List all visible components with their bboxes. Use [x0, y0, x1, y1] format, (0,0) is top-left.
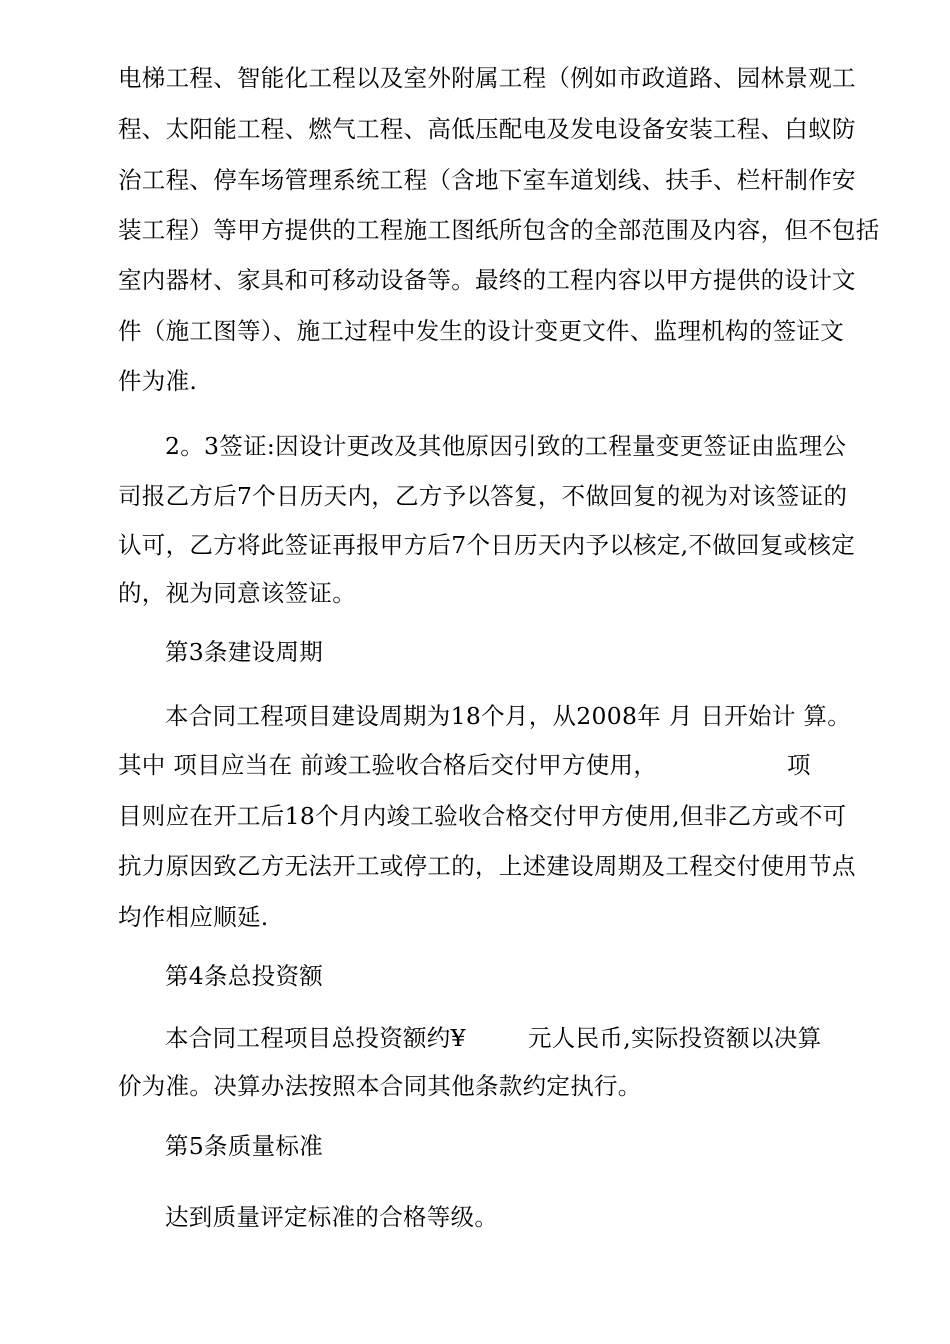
paragraph-line: 件为准.	[118, 367, 198, 395]
paragraph-line: 室内器材、家具和可移动设备等。最终的工程内容以甲方提供的设计文	[118, 266, 856, 294]
paragraph-line: 件（施工图等）、施工过程中发生的设计变更文件、监理机构的签证文	[118, 317, 845, 345]
article-4-line: 价为准。决算办法按照本合同其他条款约定执行。	[118, 1072, 642, 1100]
article-5-title: 第5条质量标准	[165, 1132, 324, 1160]
paragraph-line: 电梯工程、智能化工程以及室外附属工程（例如市政道路、园林景观工	[118, 64, 856, 92]
article-4-line	[165, 1023, 838, 1053]
article-3-line	[118, 750, 838, 780]
article-3-line: 目则应在开工后18个月内竣工验收合格交付甲方使用,但非乙方或不可	[118, 802, 847, 830]
paragraph-line: 程、太阳能工程、燃气工程、高低压配电及发电设备安装工程、白蚁防	[118, 115, 856, 143]
clause-2-3-line: 2。3签证:因设计更改及其他原因引致的工程量变更签证由监理公	[165, 432, 847, 460]
clause-2-3-line: 司报乙方后7个日历天内，乙方予以答复，不做回复的视为对该签证的	[118, 482, 848, 510]
paragraph-line: 装工程）等甲方提供的工程施工图纸所包含的全部范围及内容，但不包括	[118, 216, 880, 244]
article-4-line-part: 元人民币,实际投资额以决算	[528, 1024, 822, 1052]
article-3-title: 第3条建设周期	[165, 638, 324, 666]
article-3-line-part: 其中 项目应当在 前竣工验收合格后交付甲方使用，	[118, 751, 658, 779]
paragraph-line: 治工程、停车场管理系统工程（含地下室车道划线、扶手、栏杆制作安	[118, 166, 856, 194]
clause-2-3-line: 的，视为同意该签证。	[118, 579, 356, 607]
article-4-title: 第4条总投资额	[165, 962, 324, 990]
article-3-line: 均作相应顺延.	[118, 903, 269, 931]
article-3-line: 本合同工程项目建设周期为18个月，从2008年 月 日开始计 算。	[165, 702, 852, 730]
article-4-line-part: 本合同工程项目总投资额约¥	[165, 1024, 466, 1052]
article-3-line: 抗力原因致乙方无法开工或停工的，上述建设周期及工程交付使用节点	[118, 852, 856, 880]
article-5-body: 达到质量评定标准的合格等级。	[165, 1203, 499, 1231]
clause-2-3-line: 认可，乙方将此签证再报甲方后7个日历天内予以核定,不做回复或核定	[118, 531, 856, 559]
article-3-line-part: 项	[787, 751, 811, 779]
